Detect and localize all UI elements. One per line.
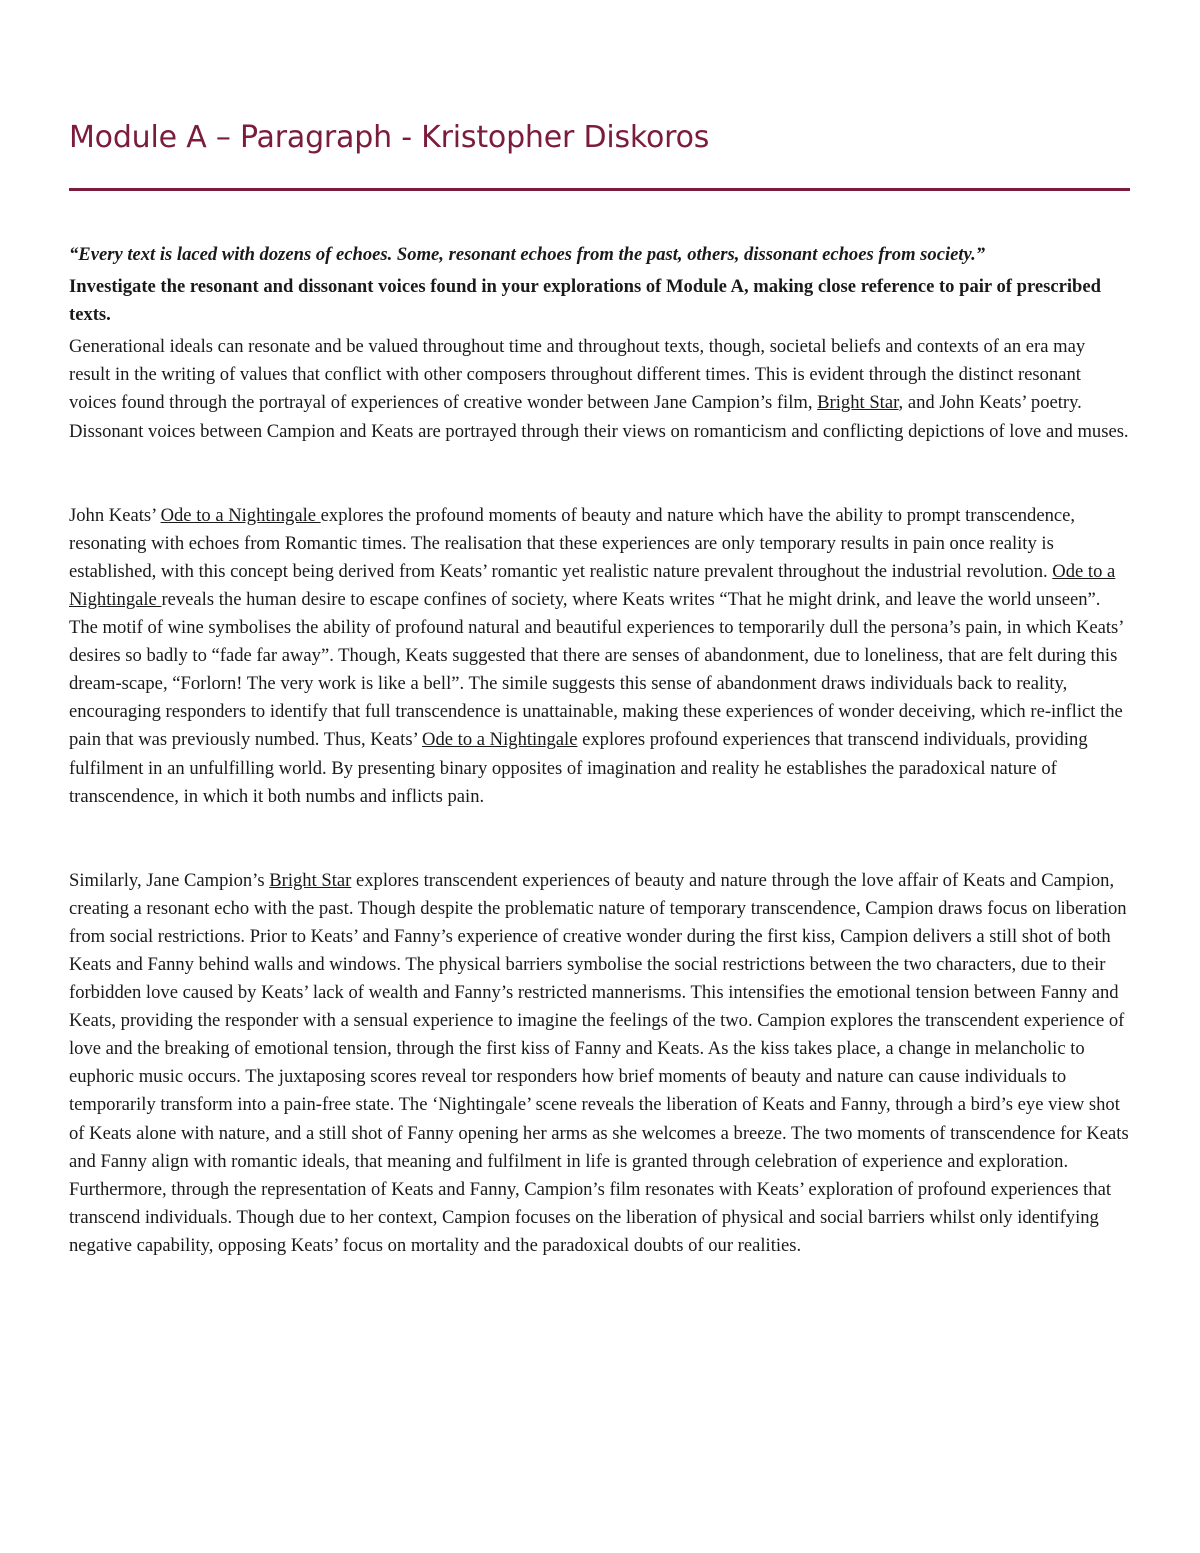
bright-star-title-2: Bright Star <box>269 869 352 891</box>
title-divider <box>69 188 1130 191</box>
keats-text-2: explores the profound moments of beauty and nature which have the ability to prompt transcendence, resonating with echoes from Romantic times. The realisation that these experiences are only temporary results in pain once reality is established, with this concept being derived from Keats’ romantic yet realistic nature prevalent throughout the industrial revolution. <box>69 504 1076 582</box>
epigraph-quote: “Every text is laced with dozens of echoes. Some, resonant echoes from the past, others, dissonant echoes from society.” <box>69 244 986 265</box>
document-body <box>69 241 1130 1260</box>
essay-question: Investigate the resonant and dissonant voices found in your explorations of Module A, making close reference to pair of prescribed texts. <box>69 276 1101 326</box>
ode-title-3: Ode to a Nightingale <box>422 729 578 751</box>
keats-text-4: explores profound experiences that transcend individuals, providing fulfilment in an unfulfilling world. By presenting binary opposites of imagination and reality he establishes the paradoxical nature of transcendence, in which it both numbs and inflicts pain. <box>69 729 1088 807</box>
campion-text-2: explores transcendent experiences of beauty and nature through the love affair of Keats and Campion, creating a resonant echo with the past. Though despite the problematic nature of temporary transcendence, Campion draws focus on liberation from social restrictions. Prior to Keats’ and Fanny’s experience of creative wonder during the first kiss, Campion delivers a still shot of both Keats and Fanny behind walls and windows. The physical barriers symbolise the social restrictions between the two characters, due to their forbidden love caused by Keats’ lack of wealth and Fanny’s restricted mannerisms. This intensifies the emotional tension between Fanny and Keats, providing the responder with a sensual experience to imagine the feelings of the two. Campion explores the transcendent experience of love and the breaking of emotional tension, through the first kiss of Fanny and Keats. As the kiss takes place, a change in melancholic to euphoric music occurs. The juxtaposing scores reveal tor responders how brief moments of beauty and nature can cause individuals to temporarily transform into a pain-free state. The ‘Nightingale’ scene reveals the liberation of Keats and Fanny, through a bird’s eye view shot of Keats alone with nature, and a still shot of Fanny opening her arms as she welcomes a breeze. The two moments of transcendence for Keats and Fanny align with romantic ideals, that meaning and fulfilment in life is granted through celebration of experience and exploration. Furthermore, through the representation of Keats and Fanny, Campion’s film resonates with Keats’ exploration of profound experiences that transcend individuals. Though due to her context, Campion focuses on the liberation of physical and social barriers whilst only identifying negative capability, opposing Keats’ focus on mortality and the paradoxical doubts of our realities. <box>69 869 1129 1256</box>
intro-text-2: , and John Keats’ poetry. Dissonant voices between Campion and Keats are portrayed through their views on romanticism and conflicting depictions of love and muses. <box>69 392 1129 442</box>
ode-title-1: Ode to a Nightingale <box>160 504 321 526</box>
intro-paragraph <box>69 333 1130 445</box>
page-title: Module A – Paragraph - Kristopher Diskoros <box>69 120 710 155</box>
intro-text-1: Generational ideals can resonate and be valued throughout time and throughout texts, though, societal beliefs and contexts of an era may result in the writing of values that conflict with other composers throughout different times. This is evident through the distinct resonant voices found through the portrayal of experiences of creative wonder between Jane Campion’s film, <box>69 336 1086 414</box>
bright-star-title-1: Bright Star <box>817 392 899 414</box>
ode-title-2: Ode to a Nightingale <box>69 560 1116 610</box>
keats-text-3: reveals the human desire to escape confines of society, where Keats writes “That he might drink, and leave the world unseen”. The motif of wine symbolises the ability of profound natural and beautiful experiences to temporarily dull the persona’s pain, in which Keats’ desires so badly to “fade far away”. Though, Keats suggested that there are senses of abandonment, due to loneliness, that are felt during this dream-scape, “Forlorn! The very work is like a bell”. The simile suggests this sense of abandonment draws individuals back to reality, encouraging responders to identify that full transcendence is unattainable, making these experiences of wonder deceiving, which re-inflict the pain that was previously numbed. Thus, Keats’ <box>69 588 1124 751</box>
keats-paragraph <box>69 502 1130 811</box>
keats-text-1: John Keats’ <box>69 504 161 526</box>
campion-paragraph <box>69 867 1130 1260</box>
campion-text-1: Similarly, Jane Campion’s <box>69 869 270 891</box>
